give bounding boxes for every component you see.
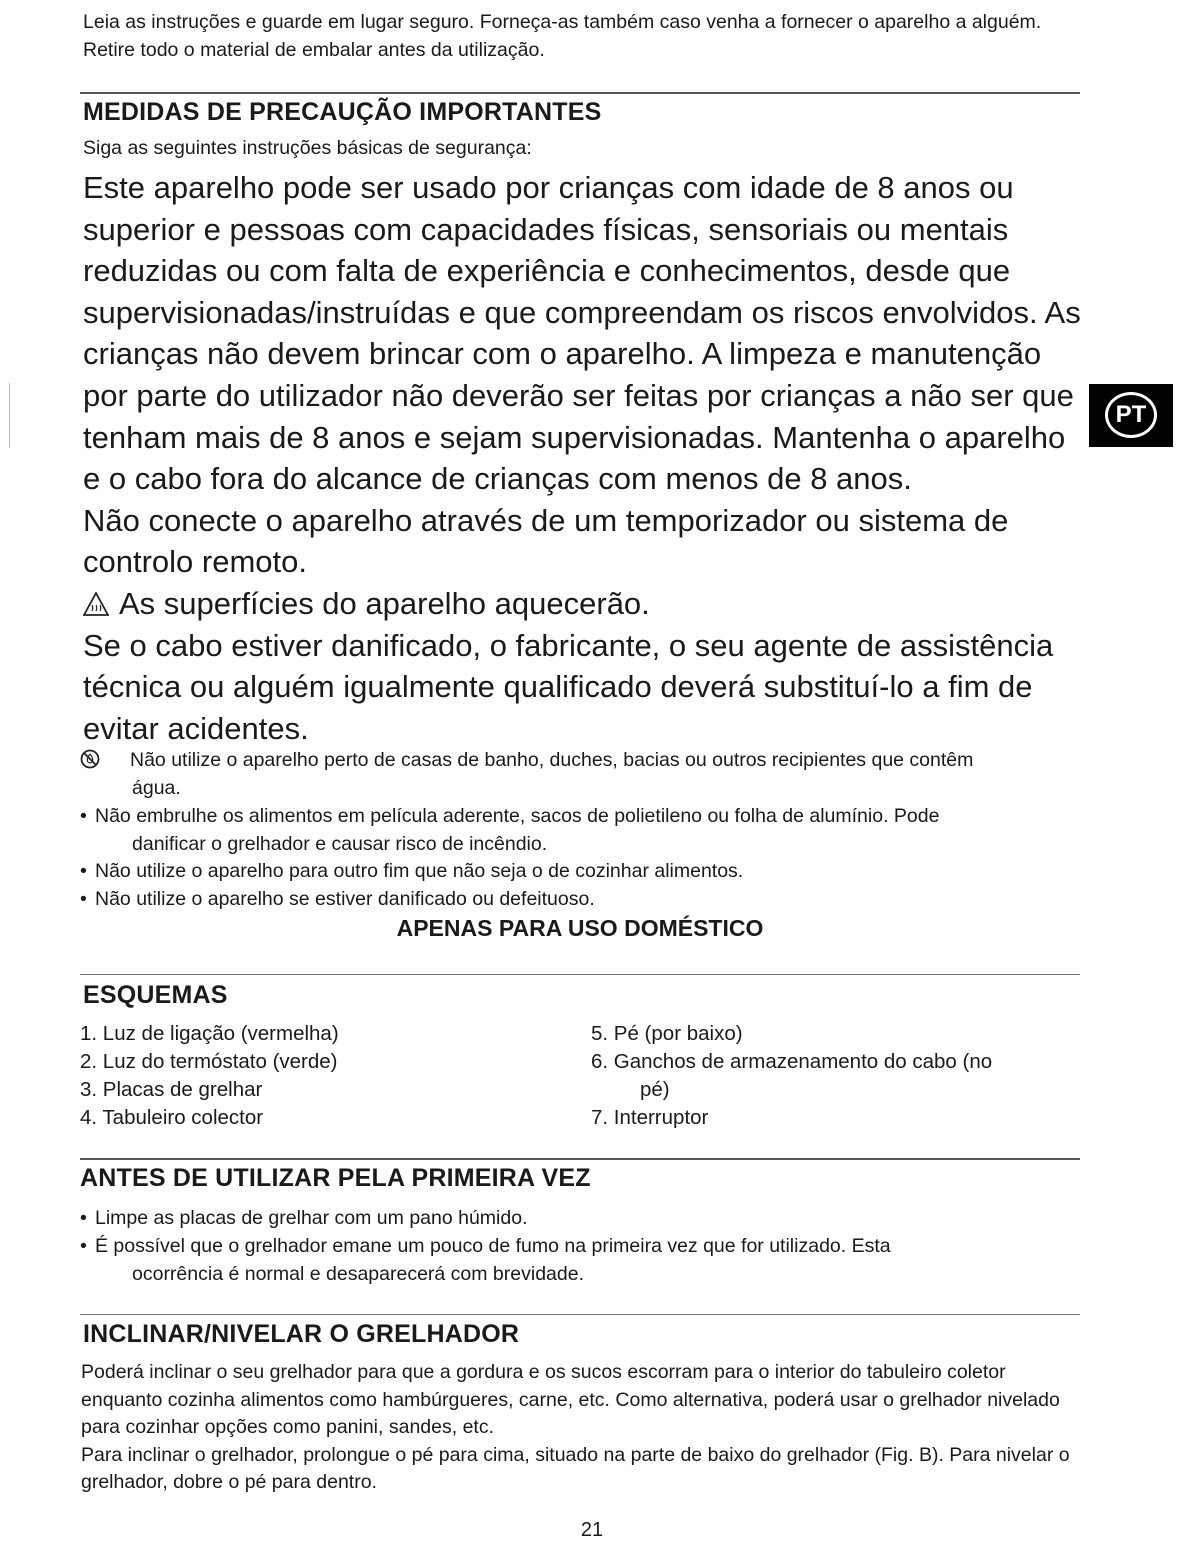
hot-surface-warning-icon <box>83 585 109 609</box>
section-divider <box>80 1314 1080 1315</box>
bullet: • <box>80 1235 87 1257</box>
bullet: • <box>80 805 87 827</box>
tilt-body <box>81 1359 1081 1497</box>
bullet-text: Limpe as placas de grelhar com um pano húmido. <box>95 1207 528 1229</box>
list-item <box>80 1204 1060 1232</box>
tilt-heading: INCLINAR/NIVELAR O GRELHADOR <box>83 1320 520 1348</box>
timer-warning: Não conecte o aparelho através de um temporizador ou sistema de controlo remoto. <box>83 502 1009 580</box>
list-item <box>80 857 1060 885</box>
precautions-body <box>83 167 1083 749</box>
precautions-subheading: Siga as seguintes instruções básicas de segurança: <box>83 137 532 159</box>
list-item <box>80 802 1060 858</box>
precautions-heading: MEDIDAS DE PRECAUÇÃO IMPORTANTES <box>83 98 602 126</box>
list-item <box>80 1232 1060 1288</box>
section-divider <box>80 974 1080 975</box>
margin-line <box>9 383 10 448</box>
bullet-text: ocorrência é normal e desaparecerá com brevidade. <box>132 1263 584 1285</box>
section-divider <box>80 1158 1080 1160</box>
list-item: pé) <box>640 1078 670 1101</box>
parts-list-left <box>80 1020 560 1132</box>
water-warning <box>80 746 1060 802</box>
list-item: 7. Interruptor <box>591 1106 709 1129</box>
diagrams-heading: ESQUEMAS <box>83 981 228 1009</box>
bullet-text: Não utilize o aparelho se estiver danificado ou defeituoso. <box>95 888 595 910</box>
bullet: • <box>80 860 87 882</box>
bullet: • <box>80 888 87 910</box>
parts-list-right <box>591 1020 1071 1132</box>
hot-surface-warning <box>83 583 1083 625</box>
bullet-text: Não utilize o aparelho para outro fim que não seja o de cozinhar alimentos. <box>95 860 744 882</box>
section-divider <box>80 92 1080 94</box>
bullet-text: Não embrulhe os alimentos em película aderente, sacos de polietileno ou folha de alumínio. Pode <box>95 805 940 827</box>
language-tab-label: PT <box>1105 392 1157 438</box>
first-use-heading: ANTES DE UTILIZAR PELA PRIMEIRA VEZ <box>80 1164 591 1192</box>
list-item: 3. Placas de grelhar <box>80 1078 263 1101</box>
bullet: • <box>80 1207 87 1229</box>
water-warning-line1: Não utilize o aparelho perto de casas de banho, duches, bacias ou outros recipientes que contêm <box>130 749 974 771</box>
domestic-use-heading: APENAS PARA USO DOMÉSTICO <box>396 915 764 941</box>
list-item: 4. Tabuleiro colector <box>80 1106 264 1129</box>
language-tab <box>1089 384 1173 447</box>
list-item <box>80 885 1060 913</box>
list-item: 6. Ganchos de armazenamento do cabo (no <box>591 1050 993 1073</box>
list-item: 1. Luz de ligação (vermelha) <box>80 1022 339 1045</box>
cable-warning: Se o cabo estiver danificado, o fabricante, o seu agente de assistência técnica ou alguém igualmente qualificado deverá substituí-lo a fim de evitar acidentes. <box>83 627 1054 746</box>
no-water-icon <box>80 749 100 769</box>
children-warning: Este aparelho pode ser usado por crianças com idade de 8 anos ou superior e pessoas com capacidades físicas, sensoriais ou mentais reduzidas ou com falta de experiência e conhecimentos, desde que supervisionadas/instruídas e que compreendam os riscos envolvidos. As crianças não devem brincar com o aparelho. A limpeza e manutenção por parte do utilizador não deverão ser feitas por crianças a não ser que tenham mais de 8 anos e sejam supervisionadas. Mantenha o aparelho e o cabo fora do alcance de crianças com menos de 8 anos. <box>83 170 1081 497</box>
bullet-text: danificar o grelhador e causar risco de incêndio. <box>132 833 548 855</box>
bullet-text: É possível que o grelhador emane um pouco de fumo na primeira vez que for utilizado. Esta <box>95 1235 891 1257</box>
page-number: 21 <box>580 1519 604 1541</box>
hot-surface-text: As superfícies do aparelho aquecerão. <box>119 585 650 621</box>
tilt-paragraph: Poderá inclinar o seu grelhador para que a gordura e os sucos escorram para o interior do tabuleiro coletor enquanto cozinha alimentos como hambúrgueres, carne, etc. Como alternativa, poderá usar o grelhador nivelado para cozinhar opções como panini, sandes, etc. <box>81 1361 1060 1438</box>
intro-text: Leia as instruções e guarde em lugar seguro. Forneça-as também caso venha a fornecer o aparelho a alguém. Retire todo o material de embalar antes da utilização. <box>83 11 1042 61</box>
list-item: 5. Pé (por baixo) <box>591 1022 743 1045</box>
water-warning-line2: água. <box>132 777 181 799</box>
tilt-paragraph: Para inclinar o grelhador, prolongue o pé para cima, situado na parte de baixo do grelhador (Fig. B). Para nivelar o grelhador, dobre o pé para dentro. <box>81 1443 1070 1493</box>
list-item: 2. Luz do termóstato (verde) <box>80 1050 338 1073</box>
